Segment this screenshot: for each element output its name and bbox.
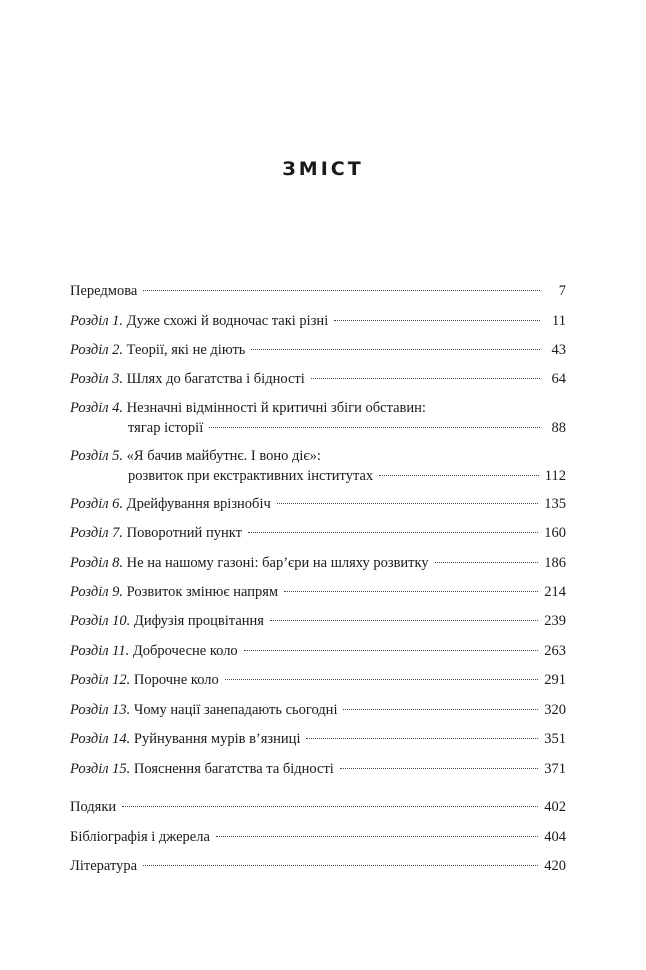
toc-page-number: 291: [544, 672, 566, 688]
toc-entry-chapter-3[interactable]: [70, 369, 566, 389]
toc-entry-text: Пояснення багатства та бідності: [133, 761, 334, 777]
toc-entry-chapter-15[interactable]: [70, 759, 566, 779]
dot-leader: [122, 806, 538, 807]
toc-entry-text: Шлях до багатства і бідності: [126, 371, 305, 387]
dot-leader: [248, 532, 538, 533]
toc-entry-text-continued: розвиток при екстрактивних інститутах: [128, 468, 374, 484]
toc-page-number: 88: [551, 420, 566, 436]
toc-entry-chapter-1[interactable]: [70, 311, 566, 331]
toc-entry-text: Література: [70, 858, 138, 874]
chapter-label: Розділ 13.: [70, 702, 131, 718]
toc-entry-chapter-5[interactable]: [70, 446, 566, 486]
toc-page-number: 135: [544, 496, 566, 512]
chapter-label: Розділ 11.: [70, 643, 130, 659]
dot-leader: [209, 427, 540, 428]
toc-entry-text: Передмова: [70, 283, 138, 299]
toc-page-number: 404: [544, 829, 566, 845]
toc-page-number: 112: [544, 468, 566, 484]
dot-leader: [143, 865, 538, 866]
toc-page-number: 351: [544, 731, 566, 747]
toc-page-number: 160: [544, 525, 566, 541]
toc-entry-text: «Я бачив майбутнє. І воно діє»:: [126, 448, 321, 464]
toc-entry-references[interactable]: [70, 856, 566, 876]
toc-entry-text: Розвиток змінює напрям: [126, 584, 279, 600]
dot-leader: [311, 378, 540, 379]
dot-leader: [343, 709, 538, 710]
toc-entry-text: Незначні відмінності й критичні збіги обставин:: [126, 400, 426, 416]
toc-entry-acknowledgments[interactable]: [70, 797, 566, 817]
chapter-label: Розділ 1.: [70, 313, 124, 329]
toc-entry-text-continued: тягар історії: [128, 420, 204, 436]
dot-leader: [284, 591, 538, 592]
toc-page-number: 263: [544, 643, 566, 659]
chapter-label: Розділ 3.: [70, 371, 124, 387]
toc-page-number: 402: [544, 799, 566, 815]
toc-entry-text: Чому нації занепадають сьогодні: [133, 702, 338, 718]
toc-page-number: 239: [544, 613, 566, 629]
toc-entry-chapter-8[interactable]: [70, 553, 566, 573]
toc-entry-chapter-9[interactable]: [70, 582, 566, 602]
dot-leader: [306, 738, 538, 739]
toc-entry-text: Дрейфування врізнобіч: [126, 496, 271, 512]
chapter-label: Розділ 14.: [70, 731, 131, 747]
toc-page-number: 371: [544, 761, 566, 777]
dot-leader: [379, 475, 539, 476]
toc-entry-text: Поворотний пункт: [126, 525, 242, 541]
toc-page-number: 420: [544, 858, 566, 874]
toc-entry-text: Дуже схожі й водночас такі різні: [126, 313, 329, 329]
toc-entry-text: Подяки: [70, 799, 117, 815]
toc-page-number: 7: [558, 283, 566, 299]
toc-entry-chapter-10[interactable]: [70, 611, 566, 631]
dot-leader: [340, 768, 538, 769]
dot-leader: [277, 503, 538, 504]
chapter-label: Розділ 9.: [70, 584, 124, 600]
dot-leader: [334, 320, 540, 321]
toc-entry-chapter-14[interactable]: [70, 729, 566, 749]
toc-page-number: 11: [552, 313, 566, 329]
dot-leader: [435, 562, 539, 563]
toc-entry-text: Теорії, які не діють: [126, 342, 246, 358]
toc-entry-text: Руйнування мурів в’язниці: [133, 731, 301, 747]
toc-page-number: 186: [544, 555, 566, 571]
toc-entry-text: Порочне коло: [133, 672, 219, 688]
chapter-label: Розділ 8.: [70, 555, 124, 571]
toc-title: ЗМІСТ: [282, 158, 364, 180]
toc-page-number: 64: [551, 371, 566, 387]
chapter-label: Розділ 6.: [70, 496, 124, 512]
toc-entry-chapter-7[interactable]: [70, 523, 566, 543]
toc-entry-text: Не на нашому газоні: бар’єри на шляху розвитку: [126, 555, 429, 571]
toc-entry-chapter-4[interactable]: [70, 398, 566, 438]
toc-entry-text: Доброчесне коло: [132, 643, 238, 659]
chapter-label: Розділ 7.: [70, 525, 124, 541]
dot-leader: [251, 349, 540, 350]
toc-page-number: 214: [544, 584, 566, 600]
toc-entry-text: Бібліографія і джерела: [70, 829, 210, 845]
dot-leader: [270, 620, 538, 621]
toc-entry-preface[interactable]: [70, 281, 566, 301]
toc-page-number: 320: [544, 702, 566, 718]
toc-entry-chapter-12[interactable]: [70, 670, 566, 690]
toc-entry-text: Дифузія процвітання: [133, 613, 264, 629]
toc-entry-chapter-11[interactable]: [70, 641, 566, 661]
chapter-label: Розділ 12.: [70, 672, 131, 688]
dot-leader: [244, 650, 539, 651]
dot-leader: [216, 836, 538, 837]
chapter-label: Розділ 4.: [70, 400, 124, 416]
chapter-label: Розділ 5.: [70, 448, 124, 464]
dot-leader: [143, 290, 540, 291]
toc-entry-chapter-6[interactable]: [70, 494, 566, 514]
chapter-label: Розділ 10.: [70, 613, 131, 629]
chapter-label: Розділ 2.: [70, 342, 124, 358]
dot-leader: [225, 679, 539, 680]
toc-entry-chapter-2[interactable]: [70, 340, 566, 360]
toc-page-number: 43: [551, 342, 566, 358]
toc-entry-chapter-13[interactable]: [70, 700, 566, 720]
toc-entry-bibliography[interactable]: [70, 827, 566, 847]
chapter-label: Розділ 15.: [70, 761, 131, 777]
